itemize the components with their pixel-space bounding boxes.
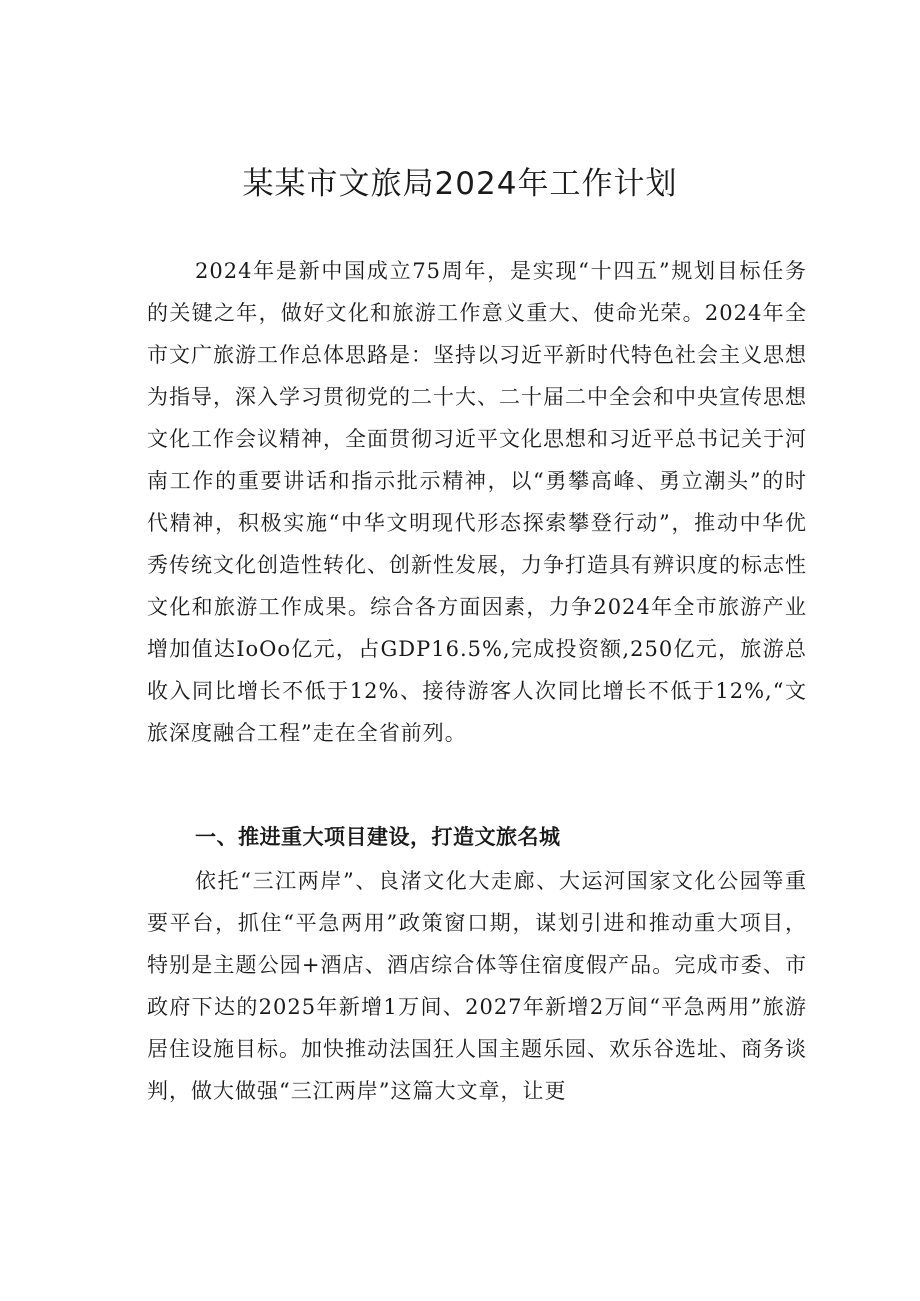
intro-paragraph: 2024年是新中国成立75周年，是实现“十四五”规划目标任务的关键之年，做好文化和旅游工作意义重大、使命光荣。2024年全市文广旅游工作总体思路是：坚持以习近平新时代特色社会主义思想为指导，深入学习贯彻党的二十大、二十届二中全会和中央宣传思想文化工作会议精神，全面贯彻习近平文化思想和习近平总书记关于河南工作的重要讲话和指示批示精神，以“勇攀高峰、勇立潮头”的时代精神，积极实施“中华文明现代形态探索攀登行动”，推动中华优秀传统文化创造性转化、创新性发展，力争打造具有辨识度的标志性文化和旅游工作成果。综合各方面因素，力争2024年全市旅游产业增加值达IoOo亿元，占GDP16.5%,完成投资额,250亿元，旅游总收入同比增长不低于12%、接待游客人次同比增长不低于12%,“文旅深度融合工程”走在全省前列。 [147, 259, 807, 745]
document-title: 某某市文旅局2024年工作计划 [242, 166, 678, 202]
section-1-paragraph: 依托“三江两岸”、良渚文化大走廊、大运河国家文化公园等重要平台，抓住“平急两用”政策窗口期，谋划引进和推动重大项目，特别是主题公园+酒店、酒店综合体等住宿度假产品。完成市委、市政府下达的2025年新增1万间、2027年新增2万间“平急两用”旅游居住设施目标。加快推动法国狂人国主题乐园、欢乐谷选址、商务谈判，做大做强“三江两岸”这篇大文章，让更 [147, 869, 807, 1103]
section-heading-1: 一、推进重大项目建设，打造文旅名城 [195, 825, 561, 849]
